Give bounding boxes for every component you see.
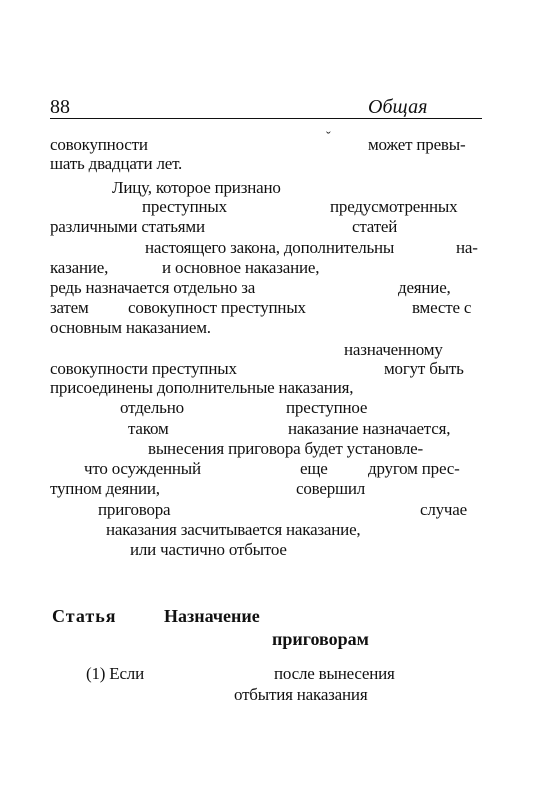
page-number: 88 — [50, 96, 70, 118]
text-fragment: преступных — [142, 197, 227, 216]
text-fragment: казание, — [50, 258, 109, 277]
text-fragment: назначенному — [344, 340, 443, 359]
running-header-title: Общая — [368, 96, 428, 118]
article-title-continued: приговорам — [272, 629, 369, 649]
text-fragment: наказание назначается, — [288, 419, 451, 438]
text-fragment: на- — [456, 238, 478, 257]
text-fragment: присоединены дополнительные наказания, — [50, 378, 354, 397]
text-fragment: и основное наказание, — [162, 258, 320, 277]
text-fragment: могут быть — [384, 359, 464, 378]
text-fragment: предусмотренных — [330, 197, 458, 216]
text-fragment: затем — [50, 298, 89, 317]
text-fragment: преступное — [286, 398, 368, 417]
text-fragment: основным наказанием. — [50, 318, 211, 337]
text-fragment: совокупности преступных — [50, 359, 237, 378]
text-fragment: наказания засчитывается наказание, — [106, 520, 361, 539]
text-fragment: еще — [300, 459, 328, 478]
text-fragment: совокупности — [50, 135, 148, 154]
text-fragment: отдельно — [120, 398, 184, 417]
text-fragment: или частично отбытое — [130, 540, 287, 559]
header-rule — [50, 118, 482, 119]
text-fragment: Лицу, которое признано — [112, 178, 281, 197]
text-fragment: отбытия наказания — [234, 685, 368, 704]
text-fragment: деяние, — [398, 278, 451, 297]
text-fragment: совершил — [296, 479, 366, 498]
text-fragment: может превы- — [368, 135, 466, 154]
text-fragment: вместе с — [412, 298, 472, 317]
text-fragment: статей — [352, 217, 398, 236]
article-label: Статья — [52, 606, 117, 626]
tick-mark: ˇ — [326, 130, 331, 145]
text-fragment: тупном деянии, — [50, 479, 160, 498]
text-fragment: различными статьями — [50, 217, 205, 236]
text-fragment: совокупност преступных — [128, 298, 306, 317]
text-fragment: другом прес- — [368, 459, 460, 478]
text-fragment: редь назначается отдельно за — [50, 278, 256, 297]
text-fragment: таком — [128, 419, 169, 438]
text-fragment: приговора — [98, 500, 171, 519]
text-fragment: что осужденный — [84, 459, 201, 478]
text-fragment: случае — [420, 500, 467, 519]
text-fragment: (1) Если — [86, 664, 144, 683]
text-fragment: шать двадцати лет. — [50, 154, 183, 173]
article-title: Назначение — [164, 606, 260, 626]
text-fragment: настоящего закона, дополнительны — [145, 238, 395, 257]
text-fragment: вынесения приговора будет установле- — [148, 439, 423, 458]
text-fragment: после вынесения — [274, 664, 395, 683]
